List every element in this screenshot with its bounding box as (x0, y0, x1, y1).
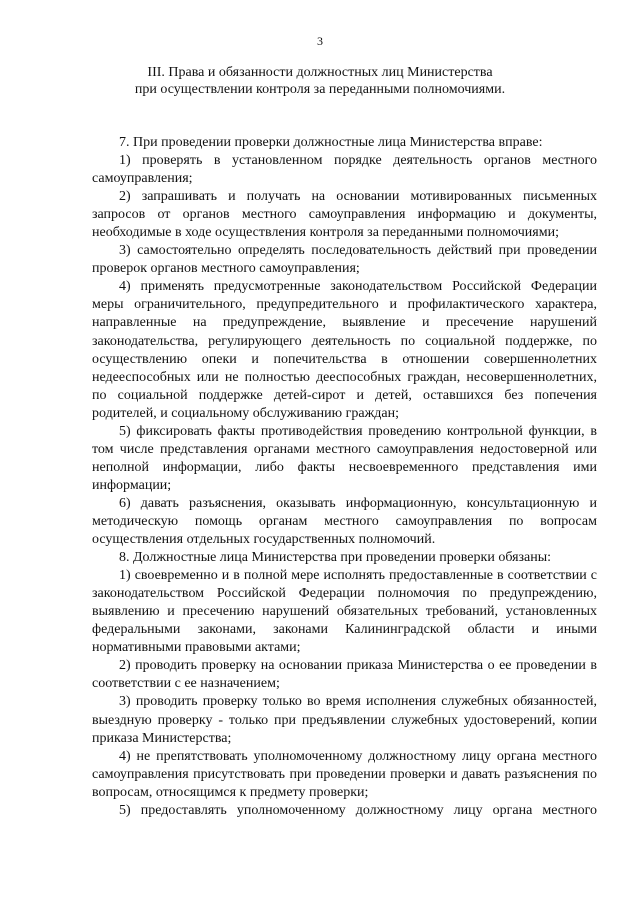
paragraph-8-item-5: 5) предоставлять уполномоченному должностному лицу органа местного (119, 802, 597, 818)
section-heading-line-2: при осуществлении контроля за переданными полномочиями. (134, 82, 506, 97)
page-number: 3 (317, 34, 323, 48)
paragraph-8-item-3: 3) проводить проверку только во время исполнения служебных обязанностей, выездную проверку - только при предъявлении служебных удостоверений, копии приказа Министерства; (92, 694, 597, 746)
paragraph-8-item-2: 2) проводить проверку на основании приказа Министерства о ее проведении в соответствии с ее назначением; (92, 658, 597, 692)
paragraph-7-item-2: 2) запрашивать и получать на основании мотивированных письменных запросов от органов местного самоуправления информацию и документы, необходимые в ходе осуществления контроля за переданными полномочиями; (92, 189, 597, 241)
paragraph-8-intro: 8. Должностные лица Министерства при проведении проверки обязаны: (119, 550, 552, 566)
paragraph-7-item-5: 5) фиксировать факты противодействия проведению контрольной функции, в том числе представления органами местного самоуправления недостоверной или неполной информации, либо факты несвоевременного представления ими информации; (92, 423, 597, 493)
paragraph-8-item-4: 4) не препятствовать уполномоченному должностному лицу органа местного самоуправления присутствовать при проведении проверки и давать разъяснения по вопросам, относящимся к предмету проверки; (92, 748, 597, 800)
paragraph-8-item-1: 1) своевременно и в полной мере исполнять предоставленные в соответствии с законодательством Российской Федерации полномочия по предупреждению, выявлению и пресечению нарушений обязательных требований, установленных федеральными законами, законами Калининградской области и иными нормативными правовыми актами; (92, 568, 597, 656)
paragraph-7-item-6: 6) давать разъяснения, оказывать информационную, консультационную и методическую помощь органам местного самоуправления по вопросам осуществления отдельных государственных полномочий. (92, 495, 597, 548)
paragraph-7-item-4: 4) применять предусмотренные законодательством Российской Федерации меры ограничительного, предупредительного и профилактического характера, направленные на предупреждение, выявление и пресечение нарушений законодательства, регулирующего деятельность по социальной поддержке, по осуществлению опеки и попечительства в отношении совершеннолетних недееспособных или не полностью дееспособных граждан, несовершеннолетних, по социальной поддержке детей-сирот и детей, оставшихся без попечения родителей, и социальному обслуживанию граждан; (92, 279, 597, 421)
paragraph-7-intro: 7. При проведении проверки должностные лица Министерства вправе: (119, 135, 543, 150)
paragraph-7-item-1: 1) проверять в установленном порядке деятельность органов местного самоуправления; (92, 153, 597, 187)
document-body (92, 134, 597, 820)
paragraph-7-item-3: 3) самостоятельно определять последовательность действий при проведении проверок органов местного самоуправления; (92, 243, 597, 277)
section-heading-line-1: III. Права и обязанности должностных лиц Министерства (147, 65, 493, 80)
section-heading (120, 64, 520, 98)
